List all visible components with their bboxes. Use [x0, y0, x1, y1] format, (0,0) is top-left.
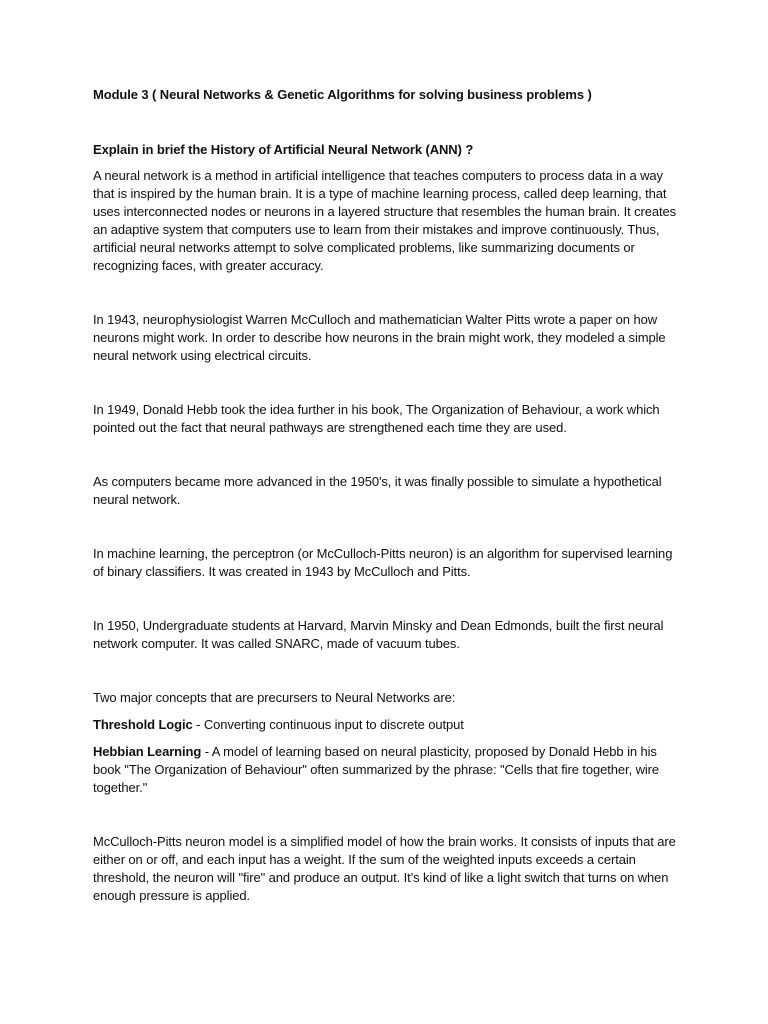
paragraph-mcp-model: McCulloch-Pitts neuron model is a simplified model of how the brain works. It consists of inputs that are either on or off, and each input has a weight. If the sum of the weighted inputs exceeds a certain threshold, the neuron will "fire" and produce an output. It's kind of like a light switch that turns on when enough pressure is applied.: [93, 834, 676, 903]
document-page: [93, 86, 678, 905]
paragraph-1943: In 1943, neurophysiologist Warren McCulloch and mathematician Walter Pitts wrote a paper on how neurons might work. In order to describe how neurons in the brain might work, they modeled a simple neural network using electrical circuits.: [93, 312, 666, 363]
concept-threshold-logic: [93, 716, 678, 734]
concept-description: - Converting continuous input to discrete output: [192, 717, 464, 732]
concept-hebbian-learning: [93, 743, 678, 797]
module-title: Module 3 ( Neural Networks & Genetic Algorithms for solving business problems ): [93, 87, 592, 102]
paragraph-1950s: As computers became more advanced in the 1950's, it was finally possible to simulate a hypothetical neural network.: [93, 474, 662, 507]
paragraph-perceptron: In machine learning, the perceptron (or McCulloch-Pitts neuron) is an algorithm for supervised learning of binary classifiers. It was created in 1943 by McCulloch and Pitts.: [93, 546, 673, 579]
concept-description: - A model of learning based on neural plasticity, proposed by Donald Hebb in his book "The Organization of Behaviour" often summarized by the phrase: "Cells that fire together, wire together.": [93, 744, 660, 795]
intro-paragraph: A neural network is a method in artificial intelligence that teaches computers to process data in a way that is inspired by the human brain. It is a type of machine learning process, called deep learning, that uses interconnected nodes or neurons in a layered structure that resembles the human brain. It creates an adaptive system that computers use to learn from their mistakes and improve continuously. Thus, artificial neural networks attempt to solve complicated problems, like summarizing documents or recognizing faces, with greater accuracy.: [93, 168, 677, 273]
question-heading: Explain in brief the History of Artificial Neural Network (ANN) ?: [93, 142, 474, 157]
paragraph-1949: In 1949, Donald Hebb took the idea further in his book, The Organization of Behaviour, a work which pointed out the fact that neural pathways are strengthened each time they are used.: [93, 402, 660, 435]
paragraph-1950: In 1950, Undergraduate students at Harvard, Marvin Minsky and Dean Edmonds, built the first neural network computer. It was called SNARC, made of vacuum tubes.: [93, 618, 664, 651]
concept-term: Threshold Logic: [93, 717, 193, 732]
concept-term: Hebbian Learning: [93, 744, 202, 759]
concepts-intro: Two major concepts that are precursers to Neural Networks are:: [93, 690, 456, 705]
